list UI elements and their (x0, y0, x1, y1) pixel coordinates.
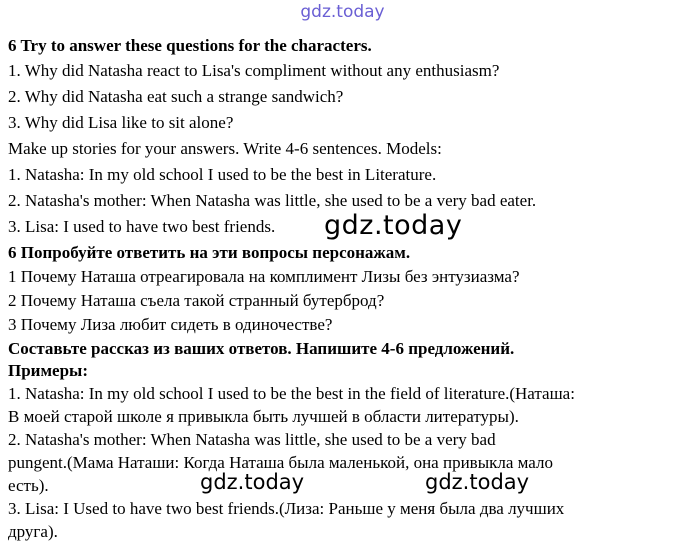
example-line-2: В моей старой школе я привыкла быть лучшей в области литературы). (8, 407, 519, 426)
question-en-1: 1. Why did Natasha react to Lisa's compliment without any enthusiasm? (8, 61, 500, 80)
model-en-1: 1. Natasha: In my old school I used to be the best in Literature. (8, 165, 437, 184)
question-ru-1: 1 Почему Наташа отреагировала на комплимент Лизы без энтузиазма? (8, 267, 520, 286)
question-ru-2: 2 Почему Наташа съела такой странный бутерброд? (8, 291, 385, 310)
question-en-3: 3. Why did Lisa like to sit alone? (8, 113, 234, 132)
model-en-3: 3. Lisa: I used to have two best friends. (8, 217, 276, 236)
model-en-2: 2. Natasha's mother: When Natasha was little, she used to be a very bad eater. (8, 191, 537, 210)
instruction-en: Make up stories for your answers. Write 4-6 sentences. Models: (8, 139, 442, 158)
example-line-1: 1. Natasha: In my old school I used to be the best in the field of literature.(Наташа: (8, 384, 575, 403)
watermark-top: gdz.today (300, 2, 385, 22)
watermark-lower-left: gdz.today (200, 470, 305, 494)
question-en-2: 2. Why did Natasha eat such a strange sandwich? (8, 87, 344, 106)
exercise-heading-en: 6 Try to answer these questions for the characters. (8, 36, 372, 55)
watermark-middle: gdz.today (324, 210, 463, 241)
example-line-6: 3. Lisa: I Used to have two best friends.(Лиза: Раньше у меня была два лучших (8, 499, 565, 518)
watermark-lower-right: gdz.today (425, 470, 530, 494)
examples-label: Примеры: (8, 361, 88, 380)
example-line-5: есть). (8, 476, 49, 495)
example-line-4: pungent.(Мама Наташи: Когда Наташа была маленькой, она привыкла мало (8, 453, 553, 472)
instruction-ru: Составьте рассказ из ваших ответов. Напишите 4-6 предложений. (8, 339, 515, 358)
example-line-3: 2. Natasha's mother: When Natasha was little, she used to be a very bad (8, 430, 496, 449)
exercise-heading-ru: 6 Попробуйте ответить на эти вопросы персонажам. (8, 243, 411, 262)
question-ru-3: 3 Почему Лиза любит сидеть в одиночестве? (8, 315, 333, 334)
example-line-7: друга). (8, 522, 58, 541)
